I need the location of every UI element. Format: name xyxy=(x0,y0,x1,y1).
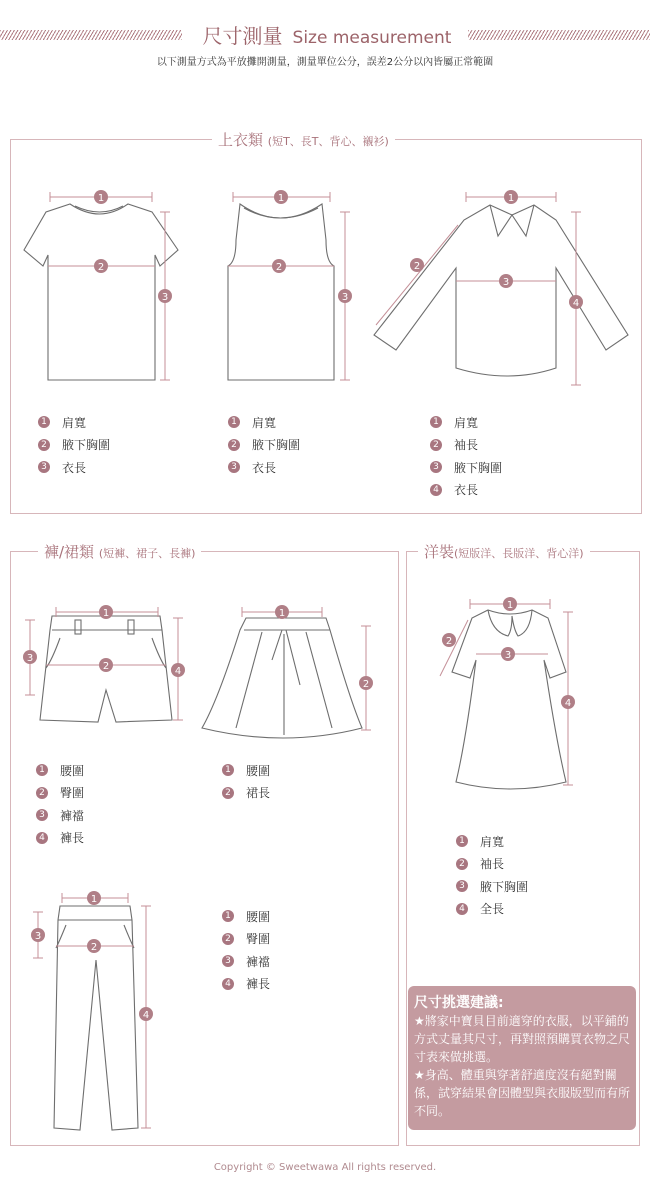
legend-item: 3 褲襠 xyxy=(222,950,270,973)
legend-item: 2 臀圍 xyxy=(222,928,270,951)
svg-text:3: 3 xyxy=(34,931,42,942)
svg-text:1: 1 xyxy=(90,894,98,905)
tshirt-marker-3 xyxy=(158,289,172,303)
title-zh: 尺寸測量 xyxy=(199,24,287,48)
svg-text:3: 3 xyxy=(504,650,512,661)
legend-item: 3 腋下胸圍 xyxy=(456,875,528,898)
page-subtitle: 以下測量方式為平放攤開測量，測量單位公分，誤差2公分以內皆屬正常範圍 xyxy=(156,57,494,68)
tshirt-marker-1 xyxy=(94,190,108,204)
bottoms-title: 褲/裙類 (短褲、裙子、長褲) xyxy=(38,541,201,562)
shirt-marker-4 xyxy=(569,295,583,309)
legend-item: 4 褲長 xyxy=(222,973,270,996)
legend-item: 2 腋下胸圍 xyxy=(38,434,110,457)
dress-legend xyxy=(456,830,528,920)
pants-legend xyxy=(222,905,270,995)
svg-text:2: 2 xyxy=(413,261,421,272)
legend-item: 2 腋下胸圍 xyxy=(228,434,300,457)
svg-text:3: 3 xyxy=(341,292,349,303)
tips-line-1: ★將家中寶貝目前適穿的衣服，以平鋪的方式丈量其尺寸，再對照預購買衣物之尺寸表來做挑選。 xyxy=(414,1014,631,1064)
legend-item: 3 衣長 xyxy=(228,456,300,479)
svg-text:2: 2 xyxy=(275,262,283,273)
svg-text:4: 4 xyxy=(572,298,580,309)
legend-item: 4 衣長 xyxy=(430,479,502,502)
legend-item: 1 腰圍 xyxy=(222,905,270,928)
svg-text:2: 2 xyxy=(362,679,370,690)
tips-title: 尺寸挑選建議: xyxy=(414,995,504,1011)
svg-text:2: 2 xyxy=(97,262,105,273)
svg-text:2: 2 xyxy=(102,661,110,672)
tank-marker-3 xyxy=(338,289,352,303)
svg-text:1: 1 xyxy=(97,193,105,204)
svg-text:2: 2 xyxy=(445,636,453,647)
tank-marker-2 xyxy=(272,259,286,273)
svg-text:3: 3 xyxy=(161,292,169,303)
legend-item: 1 肩寬 xyxy=(456,830,528,853)
dresses-title: 洋裝(短版洋、長版洋、背心洋) xyxy=(418,541,590,562)
svg-text:1: 1 xyxy=(506,600,514,611)
tops-title: 上衣類 (短T、長T、背心、襯衫) xyxy=(212,129,395,150)
legend-item: 1 肩寬 xyxy=(228,411,300,434)
legend-item: 4 褲長 xyxy=(36,827,84,850)
legend-item: 3 衣長 xyxy=(38,456,110,479)
svg-text:4: 4 xyxy=(142,1010,150,1021)
legend-item: 1 肩寬 xyxy=(430,411,502,434)
shirt-marker-3 xyxy=(499,274,513,288)
svg-text:4: 4 xyxy=(174,666,182,677)
legend-item: 3 腋下胸圍 xyxy=(430,456,502,479)
svg-text:1: 1 xyxy=(102,608,110,619)
shirt-marker-2 xyxy=(410,258,424,272)
tshirt-legend xyxy=(38,411,110,479)
svg-text:3: 3 xyxy=(26,653,34,664)
legend-item: 2 袖長 xyxy=(430,434,502,457)
svg-text:3: 3 xyxy=(502,277,510,288)
legend-item: 2 臀圍 xyxy=(36,782,84,805)
legend-item: 1 腰圍 xyxy=(222,759,270,782)
legend-item: 4 全長 xyxy=(456,898,528,921)
svg-text:4: 4 xyxy=(564,698,572,709)
svg-text:1: 1 xyxy=(507,193,515,204)
legend-item: 2 袖長 xyxy=(456,853,528,876)
legend-item: 1 腰圍 xyxy=(36,759,84,782)
shirt-marker-1 xyxy=(504,190,518,204)
tank-legend xyxy=(228,411,300,479)
copyright: Copyright © Sweetwawa All rights reserved. xyxy=(213,1162,437,1173)
tips-line-2: ★身高、體重與穿著舒適度沒有絕對關係，試穿結果會因體型與衣服版型而有所不同。 xyxy=(414,1068,631,1118)
svg-text:2: 2 xyxy=(90,942,98,953)
svg-text:1: 1 xyxy=(278,608,286,619)
size-tips-box xyxy=(408,986,636,1130)
title-en: Size measurement xyxy=(292,28,452,48)
skirt-legend xyxy=(222,759,270,804)
legend-item: 3 褲襠 xyxy=(36,804,84,827)
shirt-legend xyxy=(430,411,502,501)
legend-item: 1 肩寬 xyxy=(38,411,110,434)
tank-marker-1 xyxy=(274,190,288,204)
shorts-legend xyxy=(36,759,84,849)
tshirt-marker-2 xyxy=(94,259,108,273)
svg-text:1: 1 xyxy=(277,193,285,204)
legend-item: 2 裙長 xyxy=(222,782,270,805)
